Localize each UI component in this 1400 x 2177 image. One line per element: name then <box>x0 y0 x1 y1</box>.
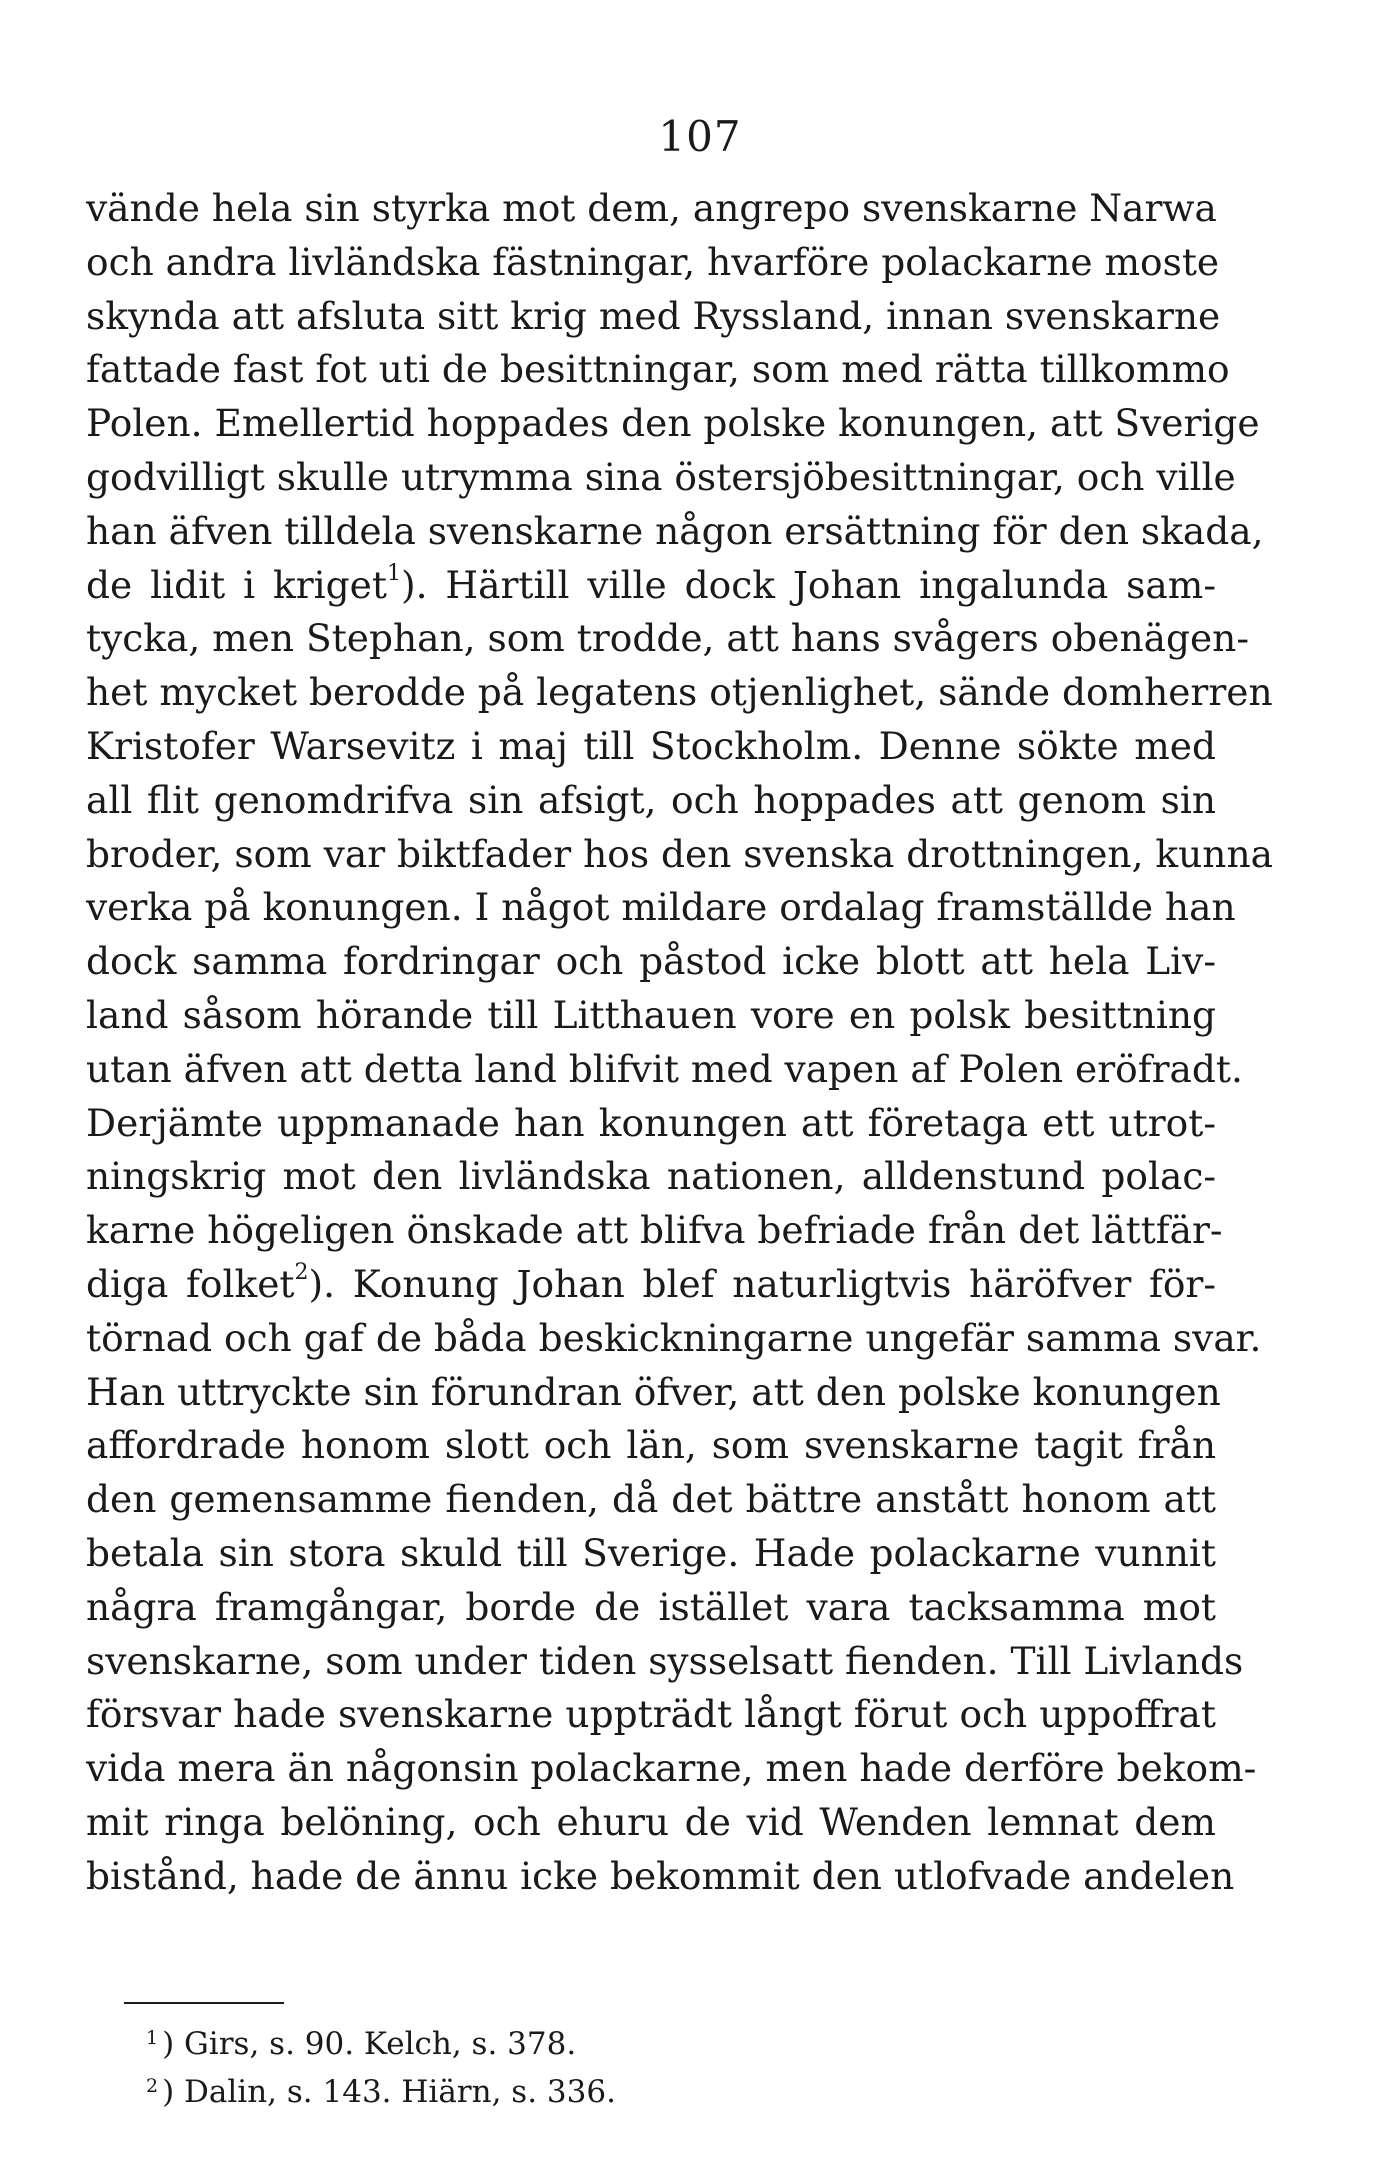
text-line: tycka, men Stephan, som trodde, att hans svågers obenägen- <box>86 616 1249 661</box>
text-segment: de lidit i kriget <box>86 562 387 607</box>
text-line: mit ringa belöning, och ehuru de vid Wenden lemnat dem <box>86 1799 1216 1844</box>
text-line: bistånd, hade de ännu icke bekommit den utlofvade andelen <box>86 1853 1235 1898</box>
text-line: dock samma fordringar och påstod icke blott att hela Liv- <box>86 939 1216 984</box>
footnote-divider <box>124 2002 284 2004</box>
text-line: ningskrig mot den livländska nationen, alldenstund polac- <box>86 1154 1216 1199</box>
text-line: broder, som var biktfader hos den svenska drottningen, kunna <box>86 831 1273 876</box>
text-line: svenskarne, som under tiden sysselsatt fienden. Till Livlands <box>86 1638 1244 1683</box>
text-line: land såsom hörande till Litthauen vore en polsk besittning <box>86 992 1216 1037</box>
text-line: affordrade honom slott och län, som svenskarne tagit från <box>86 1423 1216 1468</box>
footnote-text: ) Girs, s. 90. Kelch, s. 378. <box>162 2026 577 2062</box>
text-line: försvar hade svenskarne uppträdt långt förut och uppoffrat <box>86 1692 1216 1737</box>
text-line: all flit genomdrifva sin afsigt, och hoppades att genom sin <box>86 777 1216 822</box>
text-line: och andra livländska fästningar, hvarföre polackarne moste <box>86 239 1220 284</box>
text-line: vände hela sin styrka mot dem, angrepo svenskarne Narwa <box>86 186 1217 230</box>
text-line: betala sin stora skuld till Sverige. Hade polackarne vunnit <box>86 1530 1216 1575</box>
text-line: några framgångar, borde de istället vara tacksamma mot <box>86 1584 1216 1629</box>
footnote-text: ) Dalin, s. 143. Hiärn, s. 336. <box>162 2074 616 2110</box>
text-line <box>86 559 1216 613</box>
footnote-reference: 1 <box>386 561 401 587</box>
text-line: han äfven tilldela svenskarne någon ersättning för den skada, <box>86 508 1264 553</box>
text-line: vida mera än någonsin polackarne, men hade derföre bekom- <box>86 1746 1257 1791</box>
text-line: karne högeligen önskade att blifva befriade från det lättfär- <box>86 1208 1223 1253</box>
footnote-marker: 1 <box>146 2027 159 2049</box>
text-line: verka på konungen. I något mildare ordalag framställde han <box>86 885 1236 930</box>
text-line: utan äfven att detta land blifvit med vapen af Polen eröfradt. <box>86 1046 1243 1091</box>
footnote <box>146 2070 946 2118</box>
text-line <box>86 1258 1216 1312</box>
page-number: 107 <box>658 112 742 161</box>
footnote-reference: 2 <box>294 1260 309 1286</box>
text-line: Derjämte uppmanade han konungen att företaga ett utrot- <box>86 1100 1216 1145</box>
footnote <box>146 2022 946 2070</box>
text-line: Kristofer Warsevitz i maj till Stockholm. Denne sökte med <box>86 723 1216 768</box>
footnotes <box>146 2022 946 2118</box>
text-line: Polen. Emellertid hoppades den polske konungen, att Sverige <box>86 401 1260 446</box>
text-line: Han uttryckte sin förundran öfver, att den polske konungen <box>86 1369 1221 1414</box>
body-text <box>86 182 1273 1904</box>
text-line: fattade fast fot uti de besittningar, som med rätta tillkommo <box>86 347 1230 392</box>
text-segment: ). Konung Johan blef naturligtvis häröfver för- <box>308 1261 1216 1306</box>
text-line: skynda att afsluta sitt krig med Ryssland, innan svenskarne <box>86 293 1221 338</box>
text-line: törnad och gaf de båda beskickningarne ungefär samma svar. <box>86 1315 1262 1360</box>
text-segment: ). Härtill ville dock Johan ingalunda sam- <box>400 562 1216 607</box>
text-line: het mycket berodde på legatens otjenlighet, sände domherren <box>86 670 1273 715</box>
text-line: den gemensamme fienden, då det bättre anstått honom att <box>86 1477 1216 1522</box>
text-segment: diga folket <box>86 1261 295 1306</box>
text-line: godvilligt skulle utrymma sina östersjöbesittningar, och ville <box>86 454 1236 499</box>
footnote-marker: 2 <box>146 2075 159 2097</box>
